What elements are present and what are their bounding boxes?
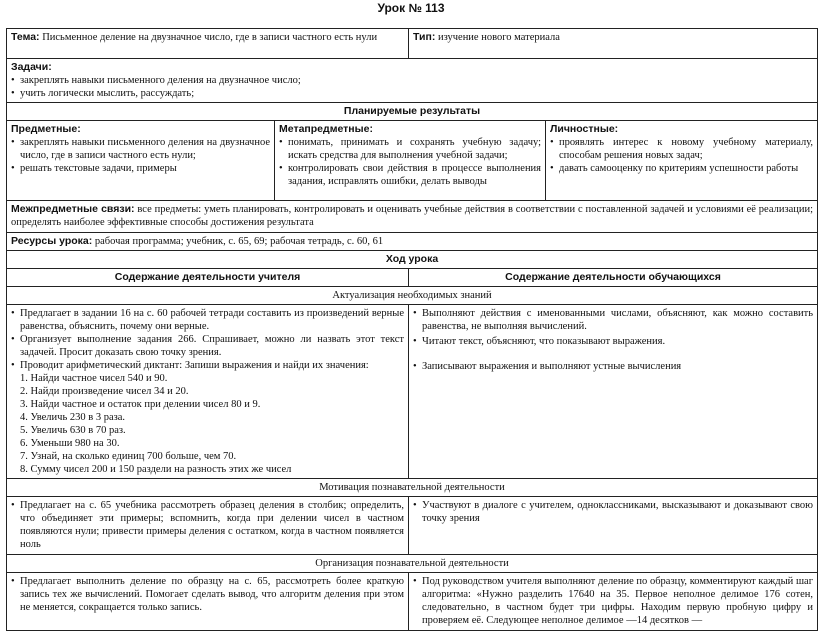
students-activity-item: • Участвуют в диалоге с учителем, одноклассниками, высказывают и доказывают свою точку зрения	[413, 499, 813, 525]
planned-results-row	[7, 121, 818, 201]
stage-content-row	[7, 497, 818, 555]
students-activity-item: • Читают текст, объясняют, что показывают выражения.	[413, 335, 813, 348]
type-label: Тип:	[413, 31, 436, 43]
lesson-table	[6, 28, 818, 631]
planned-results-title-row	[7, 103, 818, 121]
students-activity-header: Содержание деятельности обучающихся	[409, 269, 818, 287]
planned-results-title: Планируемые результаты	[7, 103, 818, 121]
teacher-activity-item: • Предлагает на с. 65 учебника рассмотреть образец деления в столбик; определить, что объединяет эти примеры; вспомнить, когда при делении чисел в частном появляются нули; привести примеры деления с остатком, когда в частном появляется ноль	[11, 499, 404, 551]
subject-results-label: Предметные:	[11, 123, 81, 135]
teacher-activity-list	[11, 499, 404, 551]
dictation-item: 7. Узнай, на сколько единиц 700 больше, чем 70.	[20, 451, 237, 462]
stage-content-row	[7, 573, 818, 631]
task-item: • учить логически мыслить, рассуждать;	[11, 87, 813, 100]
tasks-row	[7, 59, 818, 103]
activity-header-row	[7, 269, 818, 287]
tasks-cell	[7, 59, 818, 103]
personal-results-label: Личностные:	[550, 123, 619, 135]
meta-results-list	[279, 136, 541, 188]
course-title-row	[7, 251, 818, 269]
type-cell	[409, 29, 818, 59]
students-activity-item: • Записывают выражения и выполняют устные вычисления	[413, 360, 813, 373]
topic-cell	[7, 29, 409, 59]
stage-title: Актуализация необходимых знаний	[7, 287, 818, 305]
resources-label: Ресурсы урока:	[11, 235, 93, 247]
teacher-activity-item: • Организует выполнение задания 266. Спрашивает, можно ли назвать этот текст задачей. Просит доказать свою точку зрения.	[11, 333, 404, 359]
dictation-item: 8. Сумму чисел 200 и 150 раздели на разность этих же чисел	[20, 464, 292, 475]
students-activity-item: • Под руководством учителя выполняют деление по образцу, комментируют каждый шаг алгоритма: «Нужно разделить 17640 на 35. Первое неполное делимое 176 сотен, следовательно, в частном будет три цифры. Находим первую пробную цифру и проверяем её. Следующее неполное делимое —14 десятков —	[413, 575, 813, 627]
dictation-item: 5. Увеличь 630 в 70 раз.	[20, 425, 126, 436]
interdisciplinary-row	[7, 201, 818, 233]
teacher-activity-cell	[7, 573, 409, 631]
students-activity-list	[413, 499, 813, 525]
students-activity-cell	[409, 497, 818, 555]
students-activity-item: • Выполняют действия с именованными числами, объясняют, как можно составить равенства, не выполняя вычислений.	[413, 307, 813, 333]
lesson-title: Урок № 113	[377, 1, 445, 15]
interdisciplinary-text: все предметы: уметь планировать, контролировать и оценивать учебные действия в соответствии с поставленной задачей и условиями её реализации; определять наиболее эффективные способы достижения результата	[11, 204, 814, 228]
stage-title: Мотивация познавательной деятельности	[7, 479, 818, 497]
topic-label: Тема:	[11, 31, 40, 43]
personal-result-item: • проявлять интерес к новому учебному материалу, способам решения новых задач;	[550, 136, 813, 162]
type-text: изучение нового материала	[437, 32, 560, 43]
personal-result-item: • давать самооценку по критериям успешности работы	[550, 162, 813, 175]
subject-result-item: • решать текстовые задачи, примеры	[11, 162, 270, 175]
teacher-activity-list	[11, 575, 404, 614]
stage-title-row	[7, 555, 818, 573]
dictation-item: 6. Уменьши 980 на 30.	[20, 438, 120, 449]
task-item: • закреплять навыки письменного деления на двузначное число;	[11, 74, 813, 87]
subject-results-list	[11, 136, 270, 175]
dictation-item: 1. Найди частное чисел 540 и 90.	[20, 373, 168, 384]
students-activity-list	[413, 575, 813, 627]
teacher-activity-item: • Предлагает выполнить деление по образцу на с. 65, рассмотреть более краткую запись тех же вычислений. Помогает сделать вывод, что алгоритм деления при этом не меняется, сокращается только запись.	[11, 575, 404, 614]
interdisciplinary-cell	[7, 201, 818, 233]
resources-text: рабочая программа; учебник, с. 65, 69; рабочая тетрадь, с. 60, 61	[94, 236, 384, 247]
meta-results-cell	[275, 121, 546, 201]
teacher-activity-list	[11, 307, 404, 372]
stage-content-row	[7, 305, 818, 479]
resources-cell	[7, 233, 818, 251]
students-activity-list	[413, 307, 813, 373]
stage-title-row	[7, 479, 818, 497]
dictation-list	[11, 372, 404, 476]
dictation-item: 2. Найди произведение чисел 34 и 20.	[20, 386, 189, 397]
dictation-item: 3. Найди частное и остаток при делении чисел 80 и 9.	[20, 399, 261, 410]
teacher-activity-cell	[7, 497, 409, 555]
dictation-item: 4. Увеличь 230 в 3 раза.	[20, 412, 126, 423]
personal-results-list	[550, 136, 813, 175]
teacher-activity-item: • Предлагает в задании 16 на с. 60 рабочей тетради составить из произведений верные равенства, объяснить, почему они верные.	[11, 307, 404, 333]
interdisciplinary-label: Межпредметные связи:	[11, 203, 135, 215]
resources-row	[7, 233, 818, 251]
stage-title-row	[7, 287, 818, 305]
teacher-activity-header: Содержание деятельности учителя	[7, 269, 409, 287]
topic-text: Письменное деление на двузначное число, где в записи частного есть нули	[42, 32, 378, 43]
topic-row	[7, 29, 818, 59]
subject-result-item: • закреплять навыки письменного деления на двузначное число, где в записи частного есть нули;	[11, 136, 270, 162]
tasks-label: Задачи:	[11, 61, 52, 73]
teacher-activity-cell	[7, 305, 409, 479]
meta-result-item: • понимать, принимать и сохранять учебную задачу; искать средства для выполнения учебной задачи;	[279, 136, 541, 162]
stage-title: Организация познавательной деятельности	[7, 555, 818, 573]
students-activity-cell	[409, 573, 818, 631]
teacher-activity-item: • Проводит арифметический диктант: Запиши выражения и найди их значения:	[11, 359, 404, 372]
course-title: Ход урока	[7, 251, 818, 269]
students-activity-cell	[409, 305, 818, 479]
meta-result-item: • контролировать свои действия в процессе выполнения задания, исправлять ошибки, делать выводы	[279, 162, 541, 188]
meta-results-label: Метапредметные:	[279, 123, 373, 135]
tasks-list	[11, 74, 813, 100]
subject-results-cell	[7, 121, 275, 201]
personal-results-cell	[546, 121, 818, 201]
